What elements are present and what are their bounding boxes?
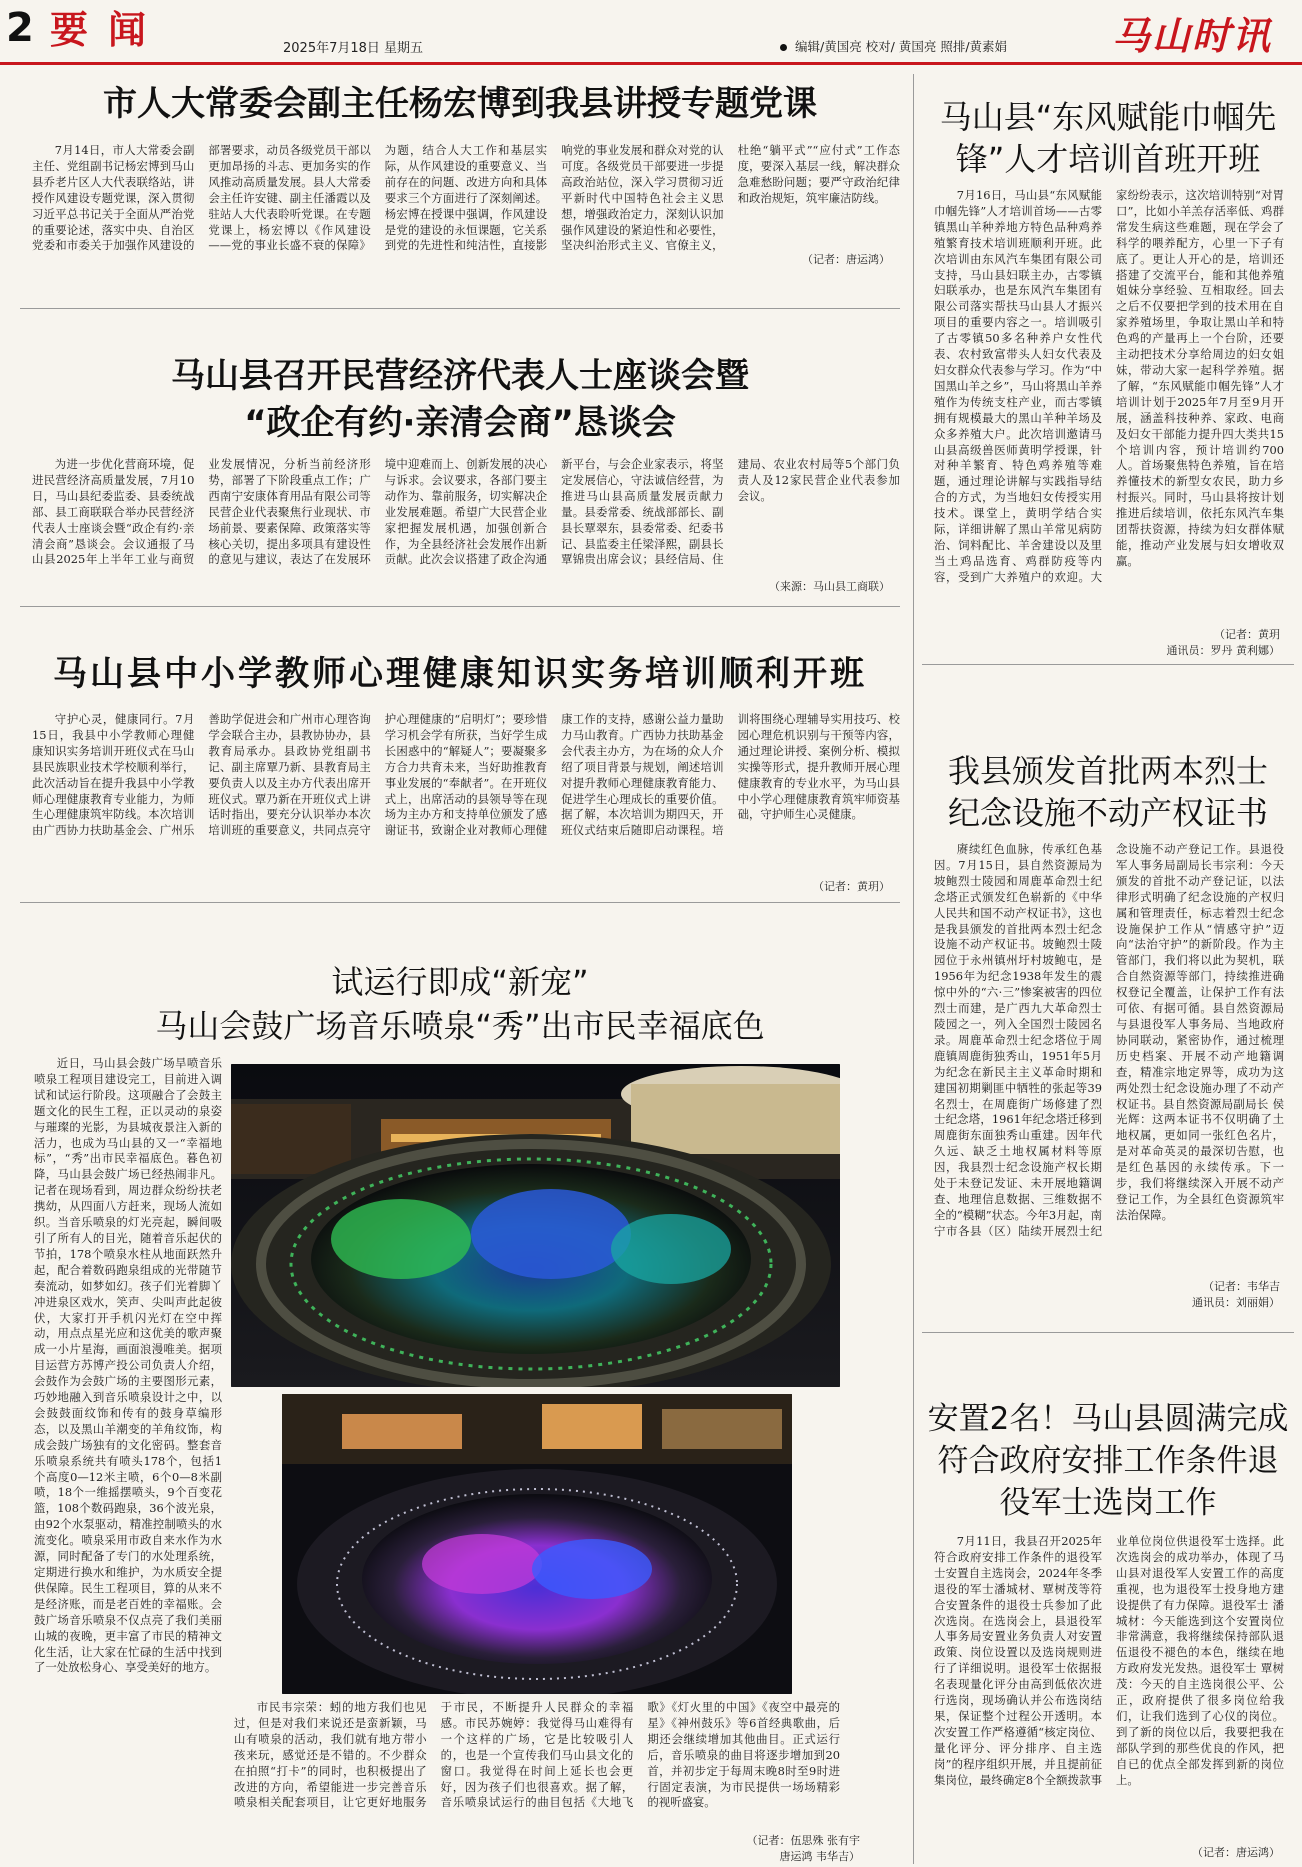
article-byline: 唐运鸿 韦华吉） (779, 1850, 860, 1863)
article-byline: （记者：唐运鸿） (802, 253, 890, 266)
article-byline: （来源：马山县工商联） (769, 580, 890, 593)
article-title: 马山县中小学教师心理健康知识实务培训顺利开班 (53, 654, 867, 694)
masthead-rule (0, 62, 1302, 65)
section-title: 要闻 (50, 8, 167, 52)
credits-text: 编辑/黄国亮 校对/ 黄国亮 照排/黄素娟 (795, 39, 1008, 54)
newspaper-logo: 马山时讯 (1112, 13, 1273, 58)
article-subtitle: “政企有约·亲清会商”恳谈会 (244, 403, 676, 443)
fountain-photo-night (282, 1394, 792, 1694)
article-divider (922, 664, 1294, 665)
fountain-photo-aerial (231, 1064, 840, 1387)
article-subtitle: 锋”人才培训首班开班 (955, 140, 1261, 178)
article-divider (20, 308, 900, 309)
page-number: 2 (6, 5, 34, 51)
bullet-icon (780, 44, 787, 51)
article-byline: （记者：唐运鸿） (1192, 1846, 1280, 1859)
article-byline: 通讯员：罗丹 黄利娜） (1166, 644, 1280, 657)
article-text: 近日，马山县会鼓广场旱喷音乐喷泉工程项目建设完工，目前进入调试和试运行阶段。这项融合了会鼓主题文化的民生工程，正以灵动的泉姿与璀璨的光影，为县城夜景注入新的活力，也成为马山县的又一“幸福地标”，“秀”出市民幸福底色。暮色初降，马山县会鼓广场已经热闹非凡。记者在现场看到，周边群众纷纷扶老携幼，从四面八方赶来，现场人流如织。当音乐喷泉的灯光亮起，瞬间吸引了所有人的目光，随着音乐起伏的节拍，178个喷泉水柱从地面跃然升起，配合着数码跑泉组成的光带随节奏流动，如梦如幻。孩子们光着脚丫冲进泉区戏水，笑声、尖叫声此起彼伏，大家打开手机闪光灯在空中挥动，用点点星光应和这优美的歌声聚成一小片星海，画面浪漫唯美。据项目运营方苏博产投公司负责人介绍，会鼓作为会鼓广场的主要图形元素，巧妙地融入到音乐喷泉设计之中，以会鼓鼓面纹饰和传有的鼓身草编形态，以及黑山羊潮变的羊角纹饰，构成会鼓广场独有的文化密码。整套音乐喷泉系统共有喷头178个，包括1个高度0—12米主喷，6个0—8米副喷，18个一维摇摆喷头，9个百变花篮，108个数码跑泉，36个波光泉，由92个水泵驱动，精准控制喷头的水流变化。喷泉采用市政自来水作为水源，同时配备了专门的水处理系统，定期进行换水和维护，为水质安全提供保障。民生工程项目，算的从来不是经济账，而是老百姓的幸福账。会鼓广场音乐喷泉不仅点亮了我们美丽山城的夜晚，更丰富了市民的精神文化生活，让大家在忙碌的生活中找到了一处放松身心、享受美好的地方。 (34, 1056, 222, 1675)
article-body (32, 712, 900, 887)
article-divider (922, 1332, 1294, 1333)
article-subtitle: 役军士选岗工作 (999, 1485, 1217, 1521)
article-body (934, 188, 1284, 650)
article-title: 市人大常委会副主任杨宏博到我县讲授专题党课 (103, 84, 817, 124)
article-text: 7月11日，我县召开2025年符合政府安排工作条件的退役军士安置自主选岗会，2024年冬季退役的军士潘城材、覃树茂等符合安置条件的退役士兵参加了此次选岗。在选岗会上，县退役军人事务局安置业务负责人对安置政策、岗位设置以及选岗规则进行了详细说明。退役军士依据报名表现量化评分由高到低依次进行选岗，现场确认并公布选岗结果，保证整个过程公开透明。本次安置工作严格遵循“核定岗位、量化评分、评分排序、自主选岗”的程序组织开展，并且提前征集岗位，最终确定8个全额拨款事业单位岗位供退役军士选择。此次选岗会的成功举办，体现了马山县对退役军人安置工作的高度重视，也为退役军士投身地方建设提供了有力保障。退役军士 潘城材：今天能选到这个安置岗位非常满意，我将继续保持部队退伍退役不褪色的本色，继续在地方政府发光发热。退役军士 覃树茂：今天的自主选岗很公平、公正，政府提供了很多岗位给我们，让我们选到了心仪的岗位。到了新的岗位以后，我要把我在部队学到的那些优良的作风，把自已的优点全部发挥到新的岗位上。 (934, 1534, 1284, 1787)
article-subtitle: 符合政府安排工作条件退 (937, 1443, 1279, 1479)
article-subtitle: 马山会鼓广场音乐喷泉“秀”出市民幸福底色 (155, 1007, 765, 1045)
article-body (934, 842, 1284, 1302)
article-title: 试运行即成“新宠” (331, 963, 589, 1001)
article-byline: （记者：黄玥） (813, 880, 890, 893)
article-text: 为进一步优化营商环境，促进民营经济高质量发展，7月10日，马山县纪委监委、县委统战部、县工商联联合举办民营经济代表人士座谈会暨“政企有约·亲清会商”恳谈会。会议通报了马山县2025年上半年工业与商贸业发展情况，分析当前经济形势，部署了下阶段重点工作；广西南宁安康体育用品有限公司等民营企业代表聚焦行业现状、市场前景、要素保障、政策落实等核心关切，提出多项具有建设性的意见与建议，表达了在发展环境中迎难而上、创新发展的决心与诉求。会议要求，各部门要主动作为、靠前服务，切实解决企业发展难题。希望广大民营企业家把握发展机遇，加强创新合作，为全县经济社会发展作出新贡献。此次会议搭建了政企沟通新平台，与会企业家表示，将坚定发展信心，守法诚信经营，为推进马山县高质量发展贡献力量。县委常委、统战部部长、副县长覃翠东，县委常委、纪委书记、县监委主任梁泽熙，副县长覃锦贵出席会议；县经信局、住建局、农业农村局等5个部门负责人及12家民营企业代表参加会议。 (32, 457, 900, 567)
article-subtitle: 纪念设施不动产权证书 (947, 794, 1268, 832)
article-text: 7月14日，市人大常委会副主任、党组副书记杨宏博到马山县乔老片区人大代表联络站，讲授作风建设专题党课，深入贯彻习近平总书记关于全面从严治党的重要论述，落实中央、自治区党委和市委关于加强作风建设的部署要求，动员各级党员干部以更加昂扬的斗志、更加务实的作风推动高质量发展。县人大常委会主任许安键、副主任潘霞以及驻站人大代表聆听党课。在专题党课上，杨宏博以《作风建设——党的事业长盛不衰的保障》为题，结合人大工作和基层实际，从作风建设的重要意义、当前存在的问题、改进方向和具体要求三个方面进行了深刻阐述。杨宏博在授课中强调，作风建设是党的建设的永恒课题，它关系到党的先进性和纯洁性，直接影响党的事业发展和群众对党的认可度。各级党员干部要进一步提高政治站位，深入学习贯彻习近平新时代中国特色社会主义思想，增强政治定力，深刻认识加强作风建设的紧迫性和必要性，坚决纠治形式主义、官僚主义，杜绝“躺平式”“应付式”工作态度，要深入基层一线，解决群众急难愁盼问题；要严守政治纪律和政治规矩，筑牢廉洁防线。 (32, 143, 900, 253)
article-title: 马山县“东风赋能巾帼先 (939, 98, 1277, 136)
article-title: 我县颁发首批两本烈士 (947, 752, 1268, 790)
article-divider (20, 902, 900, 903)
column-divider (913, 74, 914, 1864)
article-text: 市民韦宗荣：蚓的地方我们也见过，但是对我们来说还是蛮新颖，马山有喷泉的活动，我们就有地方带小孩来玩，感觉还是不错的。不少群众在拍照“打卡”的同时，也积极提出了改进的方向，希望能进一步完善音乐喷泉相关配套项目，让它更好地服务于市民，不断提升人民群众的幸福感。市民苏婉婷：我觉得马山难得有一个这样的广场，它是比较吸引人的，也是一个宣传我们马山县文化的窗口。我觉得在时间上延长也会更好，因为孩子们也很喜欢。据了解，音乐喷泉试运行的曲目包括《大地飞歌》《灯火里的中国》《夜空中最亮的星》《神州鼓乐》等6首经典歌曲，后期还会继续增加其他曲目。正式运行后，音乐喷泉的曲目将逐步增加到20首，并初步定于每周末晚8时至9时进行固定表演，为市民提供一场场精彩的视听盛宴。 (234, 1700, 840, 1810)
article-text: 赓续红色血脉，传承红色基因。7月15日，县自然资源局为坡鲍烈士陵园和周鹿革命烈士纪念塔正式颁发红色崭新的《中华人民共和国不动产权证书》，这也是我县颁发的首批两本烈士纪念设施不动产权证书。坡鲍烈士陵园位于永州镇州圩村坡鲍屯，是1956年为纪念1938年发生的震惊中外的“六·三”惨案被害的四位烈士而建，是广西九大革命烈士陵园之一，列入全国烈士陵园名录。周鹿革命烈士纪念塔位于周鹿镇周鹿街独秀山，1951年5月为纪念在新民主主义革命时期和建国初期剿匪中牺牲的张起等39名烈士，在周鹿街广场修建了烈士纪念塔，1961年纪念塔迁移到周鹿街东面独秀山重建。因年代久远、缺乏土地权属材料等原因，我县烈士纪念设施产权长期处于未登记发证、未开展地籍调查、地理信息数据、三维数据不全的“模糊”状态。今年3月起，南宁市各县（区）陆续开展烈士纪念设施不动产登记工作。县退役军人事务局副局长韦宗利：今天颁发的首批不动产登记证，以法律形式明确了纪念设施的产权归属和管理责任，标志着烈士纪念设施保护工作从“情感守护”迈向“法治守护”的新阶段。作为主管部门，我们将以此为契机，联合自然资源等部门，持续推进确权登记全覆盖，让保护工作有法可依、有据可循。县自然资源局与县退役军人事务局、当地政府协同联动，紧密协作，通过梳理历史档案、开展不动产地籍调查，精准宗地定界等，成功为这两处烈士纪念设施办理了不动产权证书。县自然资源局副局长 侯光辉：这两本证书不仅明确了土地权属，更如同一张红色名片，是对革命英灵的最深切告慰，也是红色基因的永续传承。下一步，我们将继续深入开展不动产登记工作，为全县红色资源筑牢法治保障。 (934, 842, 1284, 1238)
article-text: 7月16日，马山县“东风赋能巾帼先锋”人才培训首场——古零镇黑山羊种养地方特色品种鸡养殖繁育技术培训班顺利开班。此次培训由东风汽车集团有限公司支持，马山县妇联主办，古零镇妇联承办，也是东风汽车集团有限公司落实帮扶马山县人才振兴项目的重要内容之一。培训吸引了古零镇50多名种养户女性代表、农村致富带头人妇女代表及妇女群众代表参与学习。作为“中国黑山羊之乡”，马山将黑山羊养殖作为传统支柱产业，而古零镇拥有规模最大的黑山羊种羊场及众多养殖大户。此次培训邀请马山县高级兽医师黄明学授课，针对种羊繁育、特色鸡养殖等难题，通过理论讲解与实践指导结合的方式，为当地妇女传授实用技术。课堂上，黄明学结合实际，详细讲解了黑山羊常见病防治、饲料配比、羊舍建设以及里当土鸡品选育、鸡群防疫等内容，受到广大养殖户的欢迎。大家纷纷表示，这次培训特别“对胃口”，比如小羊羔存活率低、鸡群常发生病这些难题，现在学会了科学的喂养配方，心里一下子有底了。更让人开心的是，培训还搭建了交流平台，能和其他养殖姐妹分享经验、互相取经。回去之后不仅要把学到的技术用在自家养殖场里，争取让黑山羊和特色鸡的产量再上一个台阶，还要主动把技术分享给周边的妇女姐妹，带动大家一起科学养殖。据了解，“东风赋能巾帼先锋”人才培训计划于2025年7月至9月开展，涵盖科技种养、家政、电商及妇女干部能力提升四大类共15个培训内容，预计培训约700人。首场聚焦特色养殖，旨在培养懂技术的新型女农民，助力乡村振兴。同时，马山县将按计划推进后续培训，依托东风汽车集团帮扶资源，持续为妇女群体赋能，推动产业发展与妇女增收双赢。 (934, 188, 1284, 584)
article-byline: 通讯员：刘丽娟） (1192, 1296, 1280, 1309)
article-title: 马山县召开民营经济代表人士座谈会暨 (171, 356, 749, 396)
article-text: 守护心灵，健康同行。7月15日，我县中小学教师心理健康知识实务培训开班仪式在马山县民族职业技术学校顺利举行，此次活动旨在提升我县中小学教师心理健康教育专业能力，为师生心理健康筑牢防线。本次培训由广西协力扶助基金会、广州乐善助学促进会和广州市心理咨询学会联合主办，县教协协办，县教育局承办。县政协党组副书记、副主席覃乃新、县教育局主要负责人以及主办方代表出席开班仪式。覃乃新在开班仪式上讲话时指出，要充分认识举办本次培训班的重要意义，共同点亮守护心理健康的“启明灯”；要珍惜学习机会学有所获，当好学生成长困惑中的“解疑人”；要凝聚多方合力共育未来，当好助推教育事业发展的“奉献者”。在开班仪式上，出席活动的县领导等在现场为主办方和支持单位颁发了感谢证书，致谢企业对教师心理健康工作的支持，感谢公益力量助力马山教育。广西协力扶助基金会代表主办方，为在场的众人介绍了项目背景与规划，阐述培训对提升教师心理健康教育能力、促进学生心理成长的重要价值。据了解，本次培训为期四天，开班仪式结束后随即启动课程。培训将围绕心理辅导实用技巧、校园心理危机识别与干预等内容，通过理论讲授、案例分析、模拟实操等形式，提升教师开展心理健康教育的专业水平，为马山县中小学心理健康教育筑牢师资基础，守护师生心灵健康。 (32, 712, 900, 838)
article-body (34, 1056, 222, 1808)
article-byline: （记者：黄玥 (1214, 628, 1280, 641)
article-body (934, 1534, 1284, 1830)
article-byline: （记者：韦华吉 (1203, 1280, 1280, 1293)
editor-credits (780, 37, 1007, 55)
article-byline: （记者：伍思殊 张有宇 (746, 1834, 860, 1847)
article-title: 安置2名！马山县圆满完成 (927, 1401, 1289, 1437)
issue-date: 2025年7月18日 星期五 (283, 41, 424, 56)
article-body (32, 143, 900, 303)
article-divider (20, 606, 900, 607)
